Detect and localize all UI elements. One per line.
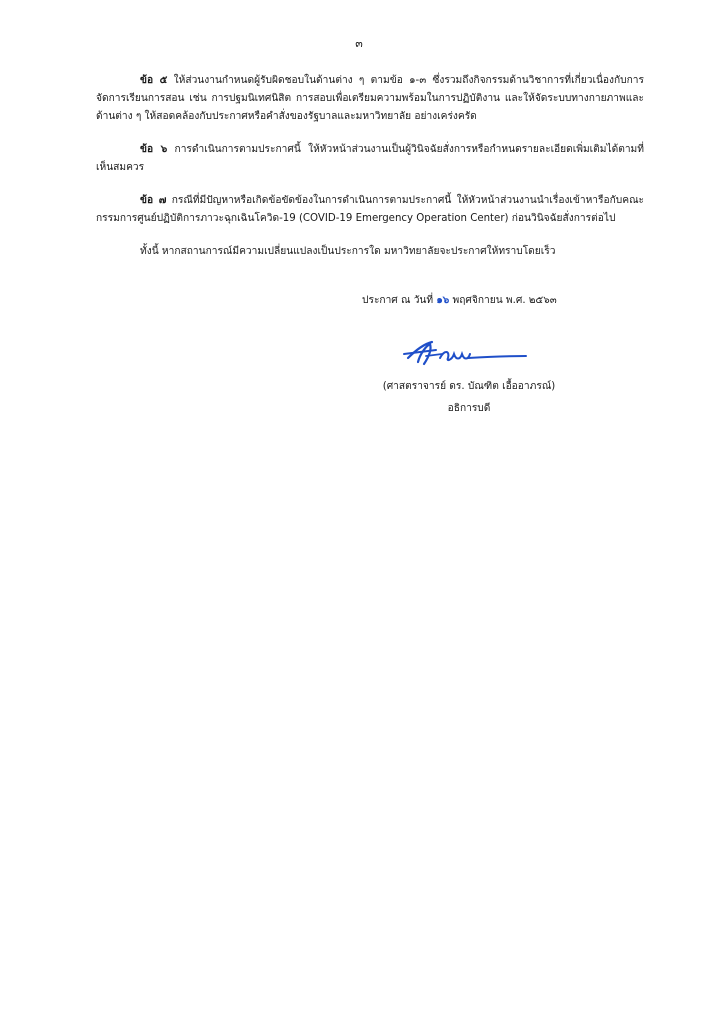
closing-statement: ทั้งนี้ หากสถานการณ์มีความเปลี่ยนแปลงเป็นประการใด มหาวิทยาลัยจะประกาศให้ทราบโดยเร็ว: [140, 246, 556, 257]
clause-5: [96, 72, 644, 126]
clause-6-text: การดำเนินการตามประกาศนี้ ให้หัวหน้าส่วนงานเป็นผู้วินิจฉัยสั่งการหรือกำหนดรายละเอียดเพิ่มเติมได้ตามที่เห็นสมควร: [96, 144, 644, 173]
handwritten-signature: [402, 336, 530, 370]
date-suffix: พฤศจิกายน พ.ศ. ๒๕๖๓: [449, 295, 557, 306]
clause-6: [96, 141, 644, 177]
date-prefix: ประกาศ ณ วันที่: [362, 295, 437, 306]
announcement-body: [96, 72, 644, 261]
announcement-date: [362, 292, 557, 308]
signer-title: อธิการบดี: [447, 403, 491, 414]
clause-7: [96, 192, 644, 228]
clause-7-label: ข้อ ๗: [140, 195, 167, 206]
clause-6-label: ข้อ ๖: [140, 144, 168, 155]
clause-5-label: ข้อ ๕: [140, 75, 168, 86]
clause-5-text: ให้ส่วนงานกำหนดผู้รับผิดชอบในด้านต่าง ๆ ตามข้อ ๑-๓ ซึ่งรวมถึงกิจกรรมด้านวิชาการที่เกี่ยวเนื่องกับการจัดการเรียนการสอน เช่น การปฐมนิเทศนิสิต การสอบเพื่อเตรียมความพร้อมในการปฏิบัติงาน และให้จัดระบบทางกายภาพและด้านต่าง ๆ ให้สอดคล้องกับประกาศหรือคำสั่งของรัฐบาลและมหาวิทยาลัย อย่างเคร่งครัด: [96, 75, 644, 122]
date-day: ๑๖: [436, 295, 450, 306]
signer-name: (ศาสตราจารย์ ดร. บัณฑิต เอื้ออาภรณ์): [382, 381, 556, 392]
page-number: ๓: [355, 37, 363, 50]
clause-7-text: กรณีที่มีปัญหาหรือเกิดข้อขัดข้องในการดำเนินการตามประกาศนี้ ให้หัวหน้าส่วนงานนำเรื่องเข้าหารือกับคณะกรรมการศูนย์ปฏิบัติการภาวะฉุกเฉินโควิด-19 (COVID-19 Emergency Operation Center) ก่อนวินิจฉัยสั่งการต่อไป: [96, 195, 644, 224]
